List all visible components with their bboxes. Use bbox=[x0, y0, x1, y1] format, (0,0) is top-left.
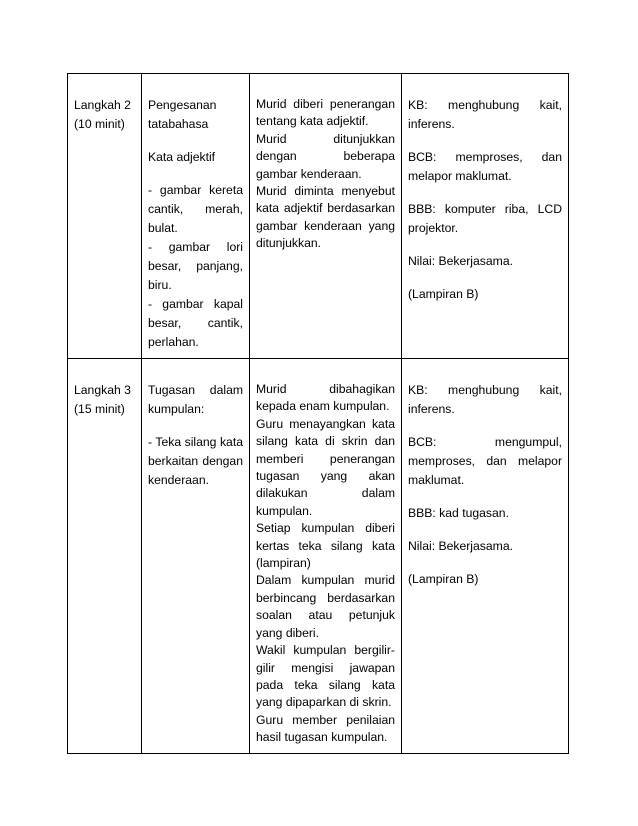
content-item: - gambar kereta cantik, merah, bulat. bbox=[148, 183, 243, 235]
step-duration: (10 minit) bbox=[74, 117, 125, 131]
notes-item: BCB: memproses, dan melapor maklumat. bbox=[408, 150, 562, 183]
activity-paragraph: Dalam kumpulan murid berbincang berdasarkan soalan atau petunjuk yang diberi. bbox=[256, 573, 395, 640]
activity-cell bbox=[250, 359, 402, 754]
content-subtitle: Kata adjektif bbox=[148, 150, 216, 164]
content-title: Pengesanan bbox=[148, 98, 217, 112]
notes-item: BCB: mengumpul, memproses, dan melapor maklumat. bbox=[408, 435, 562, 487]
notes-item: KB: menghubung kait, inferens. bbox=[408, 98, 562, 131]
activity-paragraph: Murid diberi penerangan tentang kata adjektif. bbox=[256, 97, 395, 129]
activity-paragraph: Murid diminta menyebut kata adjektif berdasarkan gambar kenderaan yang ditunjukkan. bbox=[256, 184, 395, 251]
step-cell bbox=[68, 359, 142, 754]
activity-paragraph: Murid ditunjukkan dengan beberapa gambar kenderaan. bbox=[256, 131, 395, 181]
content-item: - gambar kapal besar, cantik, perlahan. bbox=[148, 297, 243, 349]
activity-paragraph: Guru member penilaian hasil tugasan kumpulan. bbox=[256, 712, 395, 745]
notes-item: (Lampiran B) bbox=[408, 287, 479, 301]
notes-item: Nilai: Bekerjasama. bbox=[408, 254, 513, 268]
step-label: Langkah 2 bbox=[74, 98, 131, 112]
notes-cell bbox=[402, 359, 569, 754]
lesson-plan-table bbox=[67, 73, 569, 754]
notes-cell bbox=[402, 74, 569, 359]
content-item: - Teka silang kata berkaitan dengan kenderaan. bbox=[148, 435, 243, 487]
notes-item: (Lampiran B) bbox=[408, 572, 479, 586]
activity-paragraph: Wakil kumpulan bergilir-gilir mengisi jawapan pada teka silang kata yang dipaparkan di skrin. bbox=[256, 643, 395, 710]
step-cell bbox=[68, 74, 142, 359]
notes-item: BBB: kad tugasan. bbox=[408, 506, 509, 520]
activity-paragraph: Murid dibahagikan kepada enam kumpulan. bbox=[256, 382, 395, 414]
notes-item: Nilai: Bekerjasama. bbox=[408, 539, 513, 553]
table-row bbox=[68, 74, 569, 359]
step-label: Langkah 3 bbox=[74, 383, 131, 397]
activity-paragraph: Setiap kumpulan diberi kertas teka silang kata (lampiran) bbox=[256, 521, 395, 571]
step-duration: (15 minit) bbox=[74, 402, 125, 416]
content-cell bbox=[142, 359, 250, 754]
content-title: Tugasan dalam kumpulan: bbox=[148, 383, 243, 416]
notes-item: BBB: komputer riba, LCD projektor. bbox=[408, 202, 562, 235]
content-item: - gambar lori besar, panjang, biru. bbox=[148, 240, 243, 292]
content-cell bbox=[142, 74, 250, 359]
content-title: tatabahasa bbox=[148, 117, 209, 131]
activity-paragraph: Guru menayangkan kata silang kata di skrin dan memberi penerangan tugasan yang akan dilakukan dalam kumpulan. bbox=[256, 416, 395, 518]
table-row bbox=[68, 359, 569, 754]
activity-cell bbox=[250, 74, 402, 359]
notes-item: KB: menghubung kait, inferens. bbox=[408, 383, 562, 416]
